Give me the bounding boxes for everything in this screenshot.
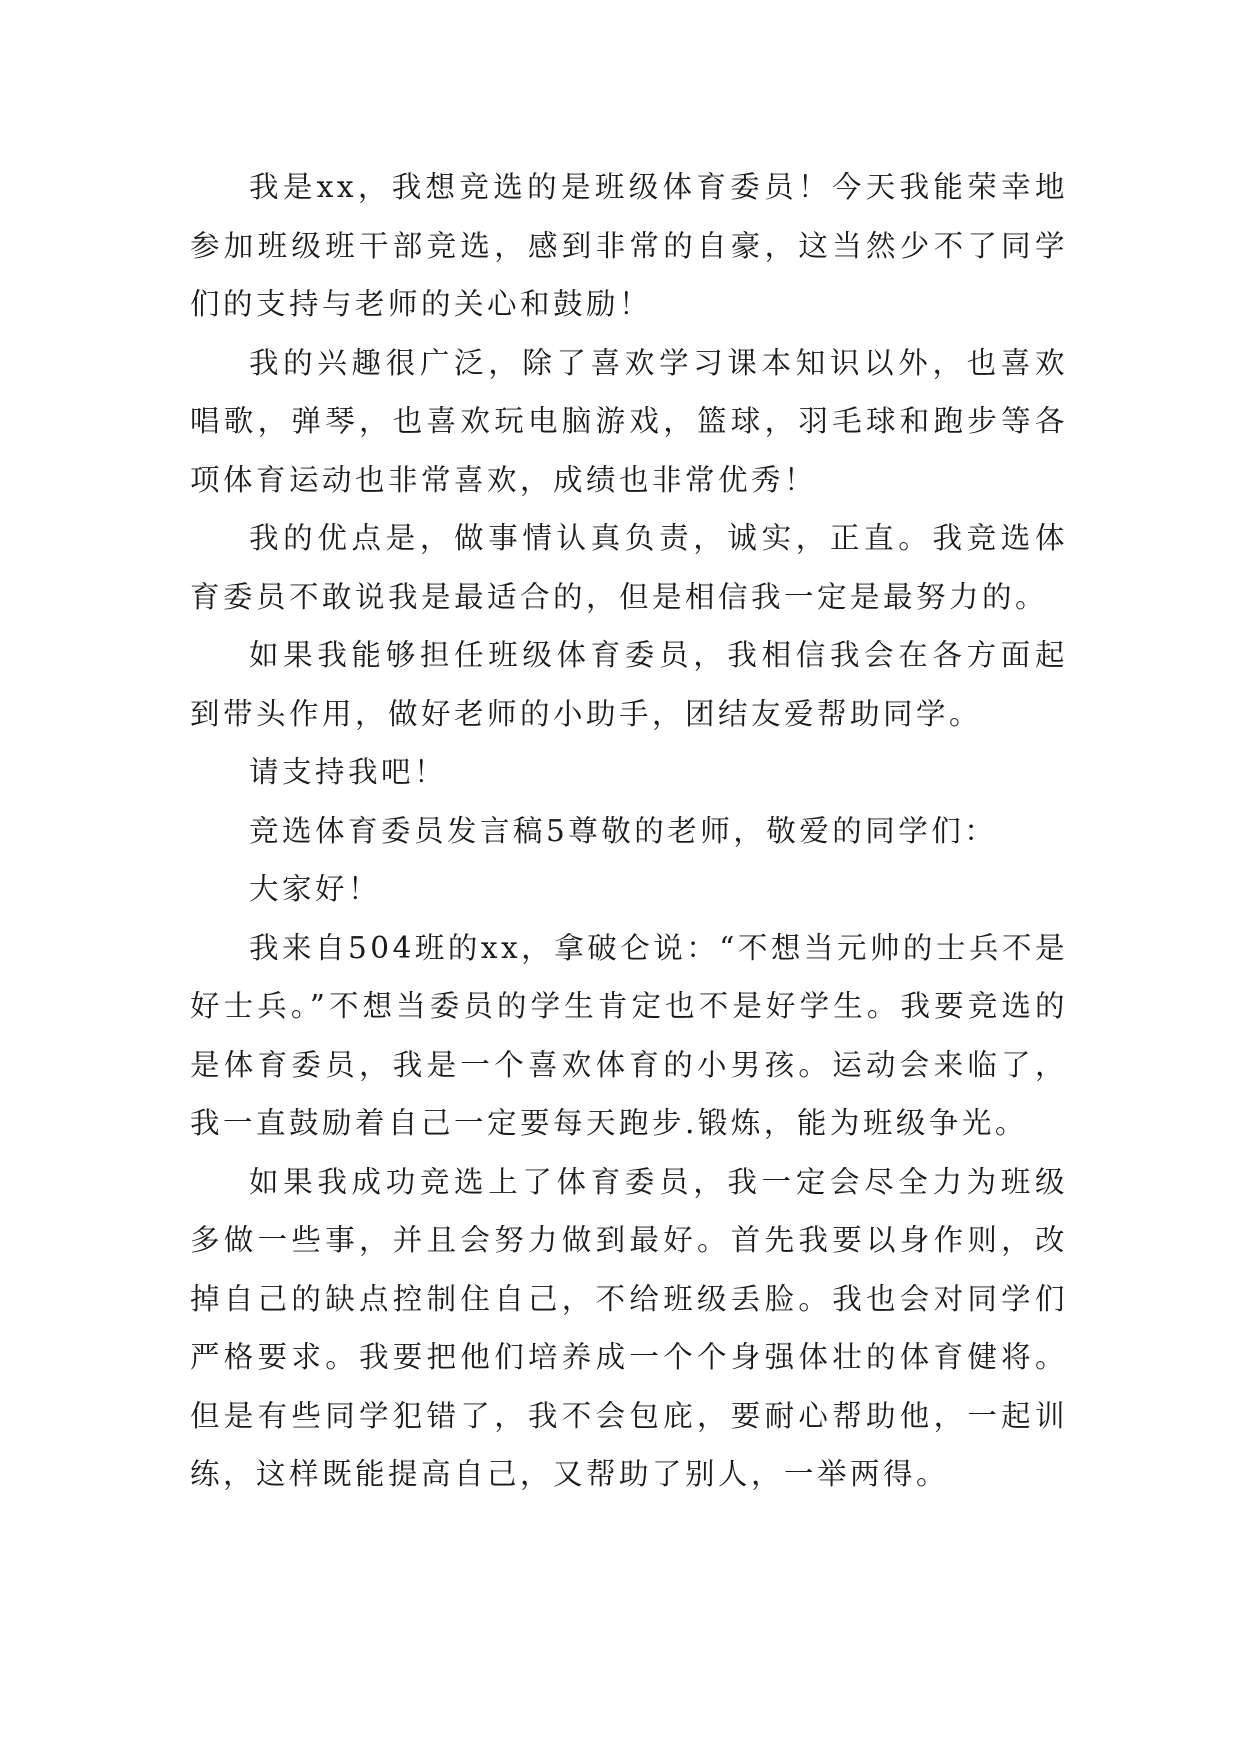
paragraph: 请支持我吧！ (249, 755, 448, 789)
paragraph: 我的兴趣很广泛，除了喜欢学习课本知识以外，也喜欢唱歌，弹琴，也喜欢玩电脑游戏，篮球，羽毛球和跑步等各项体育运动也非常喜欢，成绩也非常优秀！ (190, 345, 1068, 497)
paragraph: 我是xx，我想竞选的是班级体育委员！今天我能荣幸地参加班级班干部竞选，感到非常的自豪，这当然少不了同学们的支持与老师的关心和鼓励！ (190, 170, 1068, 321)
paragraph: 我的优点是，做事情认真负责，诚实，正直。我竞选体育委员不敢说我是最适合的，但是相信我一定是最努力的。 (190, 521, 1068, 614)
paragraph: 我来自504班的xx，拿破仑说：“不想当元帅的士兵不是好士兵。”不想当委员的学生肯定也不是好学生。我要竞选的是体育委员，我是一个喜欢体育的小男孩。运动会来临了，我一直鼓励着自己一定要每天跑步.锻炼，能为班级争光。 (190, 930, 1068, 1140)
document-body (190, 158, 1068, 1504)
paragraph: 如果我能够担任班级体育委员，我相信我会在各方面起到带头作用，做好老师的小助手，团结友爱帮助同学。 (190, 638, 1068, 731)
paragraph: 竞选体育委员发言稿5尊敬的老师，敬爱的同学们： (249, 813, 998, 848)
paragraph: 大家好！ (249, 872, 382, 906)
paragraph: 如果我成功竞选上了体育委员，我一定会尽全力为班级多做一些事，并且会努力做到最好。首先我要以身作则，改掉自己的缺点控制住自己，不给班级丢脸。我也会对同学们严格要求。我要把他们培养成一个个身强体壮的体育健将。但是有些同学犯错了，我不会包庇，要耐心帮助他，一起训练，这样既能提高自己，又帮助了别人，一举两得。 (190, 1164, 1068, 1491)
